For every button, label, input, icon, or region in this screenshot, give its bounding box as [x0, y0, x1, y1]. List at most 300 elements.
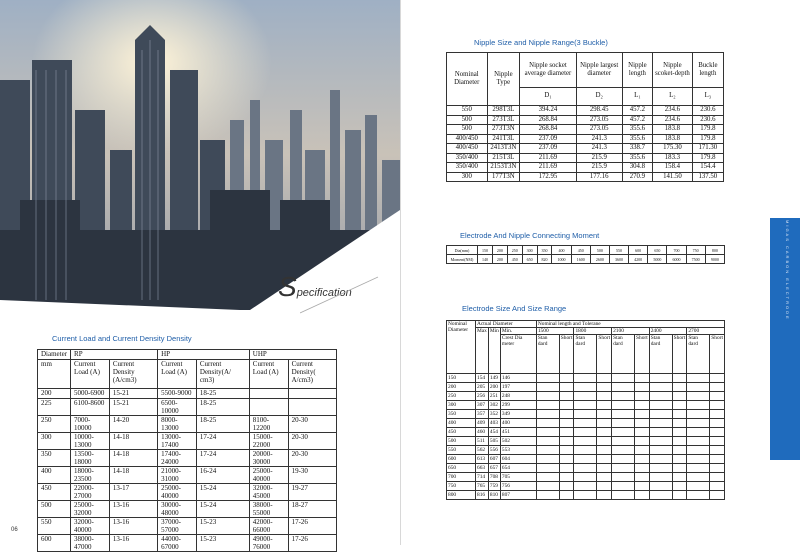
empty-cell: [649, 401, 672, 410]
table-cell: 15-23: [196, 535, 249, 552]
empty-cell: [649, 392, 672, 401]
empty-cell: [574, 455, 597, 464]
table-row: [447, 482, 725, 491]
table-cell: 179.8: [692, 153, 723, 163]
table-cell: 17-26: [288, 535, 336, 552]
table-row: [38, 484, 337, 501]
table-cell: 457.2: [622, 115, 652, 125]
empty-cell: [574, 446, 597, 455]
empty-cell: [687, 374, 710, 383]
table-row: [447, 419, 725, 428]
empty-cell: [559, 419, 574, 428]
empty-cell: [710, 410, 725, 419]
table-cell: 3600: [609, 255, 628, 264]
table-cell: 273T3N: [487, 125, 520, 135]
table-cell: 237.09: [520, 144, 577, 154]
empty-cell: [672, 374, 687, 383]
empty-cell: [574, 419, 597, 428]
table-cell: 9000: [705, 255, 724, 264]
empty-cell: [597, 374, 612, 383]
table-cell: 600: [629, 246, 648, 255]
empty-cell: [635, 419, 650, 428]
empty-cell: [559, 410, 574, 419]
table-cell: 400: [500, 419, 536, 428]
table-cell: 750: [686, 246, 705, 255]
empty-cell: [672, 401, 687, 410]
table-cell: 234.6: [653, 115, 693, 125]
table-cell: Current Load (A): [158, 360, 197, 389]
empty-cell: [687, 383, 710, 392]
table-cell: 714: [476, 473, 489, 482]
table-cell: 556: [488, 446, 500, 455]
empty-cell: [559, 392, 574, 401]
table-cell: 251: [488, 392, 500, 401]
empty-cell: [574, 383, 597, 392]
empty-cell: [672, 410, 687, 419]
table-cell: 394.24: [520, 106, 577, 116]
empty-cell: [672, 383, 687, 392]
table-cell: 15-21: [109, 399, 157, 416]
empty-cell: [597, 392, 612, 401]
table-cell: 18000-23500: [71, 467, 110, 484]
table-row: [447, 125, 724, 135]
table-cell: 350/400: [447, 163, 488, 173]
table-cell: 450: [447, 428, 476, 437]
empty-cell: [612, 428, 635, 437]
table-cell: 268.84: [520, 115, 577, 125]
table-cell: 141.50: [653, 172, 693, 182]
table-row: [447, 144, 724, 154]
table-cell: 18-25: [196, 416, 249, 433]
table-cell: Stan dard: [649, 335, 672, 374]
empty-cell: [687, 410, 710, 419]
empty-cell: [710, 455, 725, 464]
empty-cell: [536, 455, 559, 464]
table-cell: 215.9: [576, 163, 622, 173]
table-cell: [288, 389, 336, 399]
table-cell: 759: [488, 482, 500, 491]
table-cell: 197: [500, 383, 536, 392]
empty-cell: [672, 482, 687, 491]
table-row: [447, 401, 725, 410]
table-cell: 400: [552, 246, 571, 255]
empty-cell: [710, 464, 725, 473]
table-cell: 183.3: [653, 153, 693, 163]
table-cell: 230.6: [692, 106, 723, 116]
table-cell: Short: [635, 335, 650, 374]
empty-cell: [574, 482, 597, 491]
empty-cell: [536, 374, 559, 383]
table-cell: 700: [667, 246, 686, 255]
table-cell: 765: [476, 482, 489, 491]
moment-table-title: Electrode And Nipple Connecting Moment: [460, 231, 600, 240]
empty-cell: [710, 446, 725, 455]
empty-cell: [672, 455, 687, 464]
table-cell: Crest Dia meter: [500, 335, 536, 374]
table-cell: 705: [500, 473, 536, 482]
table-cell: 654: [500, 464, 536, 473]
empty-cell: [612, 446, 635, 455]
table-cell: 500: [38, 501, 71, 518]
table-cell: Min: [488, 328, 500, 374]
table-cell: 15-24: [196, 484, 249, 501]
table-row: [38, 518, 337, 535]
empty-cell: [635, 473, 650, 482]
table-cell: 150: [478, 246, 493, 255]
table-cell: 15000-22000: [249, 433, 288, 450]
empty-cell: [687, 473, 710, 482]
empty-cell: [710, 482, 725, 491]
table-cell: 13-16: [109, 501, 157, 518]
table-cell: Stan dard: [687, 335, 710, 374]
table-cell: 1800: [574, 328, 612, 335]
table-row: [38, 467, 337, 484]
table-row: [447, 410, 725, 419]
empty-cell: [710, 437, 725, 446]
table-cell: 650: [447, 464, 476, 473]
empty-cell: [635, 491, 650, 500]
table-cell: 450: [38, 484, 71, 501]
table-cell: 349: [500, 410, 536, 419]
empty-cell: [536, 482, 559, 491]
table-cell: 49000-76000: [249, 535, 288, 552]
table-cell: 6000: [667, 255, 686, 264]
table-cell: 304.8: [622, 163, 652, 173]
table-cell: 230.6: [692, 115, 723, 125]
table-cell: 550: [447, 106, 488, 116]
empty-cell: [635, 374, 650, 383]
table-cell: HP: [158, 350, 250, 360]
table-cell: 300: [522, 246, 537, 255]
table-cell: 250: [38, 416, 71, 433]
table-row: [38, 433, 337, 450]
table-cell: Max: [476, 328, 489, 374]
table-cell: 183.8: [653, 134, 693, 144]
empty-cell: [687, 419, 710, 428]
table-cell: 18-25: [196, 389, 249, 399]
table-cell: 307: [476, 401, 489, 410]
table-cell: [249, 399, 288, 416]
table-cell: 400/450: [447, 144, 488, 154]
empty-cell: [559, 473, 574, 482]
table-cell: [249, 389, 288, 399]
table-cell: 211.69: [520, 153, 577, 163]
empty-cell: [687, 428, 710, 437]
empty-cell: [574, 428, 597, 437]
table-row: [447, 437, 725, 446]
empty-cell: [635, 392, 650, 401]
table-cell: 299: [500, 401, 536, 410]
table-cell: Nipple Type: [487, 53, 520, 106]
table-cell: 7000-10000: [71, 416, 110, 433]
empty-cell: [559, 428, 574, 437]
table-cell: 450: [571, 246, 590, 255]
table-cell: 15-21: [109, 389, 157, 399]
table-cell: 17-24: [196, 450, 249, 467]
table-row: [38, 360, 337, 389]
empty-cell: [536, 446, 559, 455]
nipple-table-title: Nipple Size and Nipple Range(3 Buckle): [474, 38, 608, 47]
table-cell: Current Density( A/cm3): [288, 360, 336, 389]
table-cell: Stan dard: [612, 335, 635, 374]
empty-cell: [612, 464, 635, 473]
empty-cell: [597, 410, 612, 419]
empty-cell: [649, 482, 672, 491]
table-cell: L₂: [653, 87, 693, 105]
empty-cell: [649, 464, 672, 473]
table-row: [447, 246, 725, 255]
empty-cell: [710, 419, 725, 428]
empty-cell: [649, 446, 672, 455]
empty-cell: [559, 437, 574, 446]
empty-cell: [536, 428, 559, 437]
table-cell: 21000-31000: [158, 467, 197, 484]
empty-cell: [597, 482, 612, 491]
table-cell: Stan dard: [536, 335, 559, 374]
table-row: [447, 115, 724, 125]
table-cell: 234.6: [653, 106, 693, 116]
table-cell: 19-30: [288, 467, 336, 484]
table-cell: 807: [500, 491, 536, 500]
table-row: [447, 464, 725, 473]
empty-cell: [597, 473, 612, 482]
empty-cell: [672, 473, 687, 482]
table-cell: 32000-40000: [71, 518, 110, 535]
table-cell: 17-24: [196, 433, 249, 450]
empty-cell: [635, 446, 650, 455]
empty-cell: [672, 491, 687, 500]
current-table-title: Current Load and Current Density Density: [52, 334, 192, 343]
table-cell: Current Load (A): [71, 360, 110, 389]
empty-cell: [612, 401, 635, 410]
table-cell: 355.6: [622, 134, 652, 144]
table-cell: Current Load (A): [249, 360, 288, 389]
table-cell: 146: [500, 374, 536, 383]
table-cell: Nominal Diameter: [447, 321, 476, 374]
table-cell: 8000-13000: [158, 416, 197, 433]
table-cell: 550: [38, 518, 71, 535]
table-cell: 137.50: [692, 172, 723, 182]
table-cell: 140: [478, 255, 493, 264]
table-cell: 17-26: [288, 518, 336, 535]
table-cell: 4200: [629, 255, 648, 264]
empty-cell: [649, 428, 672, 437]
table-cell: 18-27: [288, 501, 336, 518]
empty-cell: [649, 473, 672, 482]
table-cell: D₂: [576, 87, 622, 105]
table-row: [447, 428, 725, 437]
empty-cell: [672, 419, 687, 428]
table-cell: 177.16: [576, 172, 622, 182]
table-cell: 5000: [648, 255, 667, 264]
table-cell: L₃: [692, 87, 723, 105]
table-row: [447, 172, 724, 182]
table-cell: 256: [476, 392, 489, 401]
table-row: [38, 399, 337, 416]
table-cell: 7500: [686, 255, 705, 264]
empty-cell: [536, 383, 559, 392]
table-cell: L₁: [622, 87, 652, 105]
table-cell: 179.8: [692, 134, 723, 144]
empty-cell: [649, 491, 672, 500]
specification-initial: S: [278, 271, 297, 302]
table-cell: 708: [488, 473, 500, 482]
table-row: [38, 350, 337, 360]
table-cell: 13-16: [109, 535, 157, 552]
empty-cell: [687, 392, 710, 401]
table-cell: RP: [71, 350, 158, 360]
table-cell: Current Density(A/ cm3): [196, 360, 249, 389]
table-cell: 700: [447, 473, 476, 482]
table-cell: 500: [447, 437, 476, 446]
table-row: [447, 53, 724, 88]
table-cell: 1500: [536, 328, 574, 335]
table-cell: 5500-9000: [158, 389, 197, 399]
table-cell: 200: [447, 383, 476, 392]
table-cell: 13500-18000: [71, 450, 110, 467]
empty-cell: [612, 473, 635, 482]
table-cell: 215T3L: [487, 153, 520, 163]
table-cell: UHP: [249, 350, 336, 360]
table-cell: 175.30: [653, 144, 693, 154]
table-cell: 650: [522, 255, 537, 264]
table-cell: Min.: [500, 328, 536, 335]
table-cell: 355.6: [622, 153, 652, 163]
table-cell: 607: [488, 455, 500, 464]
table-cell: 400: [447, 419, 476, 428]
table-cell: 1000: [552, 255, 571, 264]
empty-cell: [635, 383, 650, 392]
table-cell: 200: [488, 383, 500, 392]
empty-cell: [672, 464, 687, 473]
table-row: [447, 328, 725, 335]
empty-cell: [597, 491, 612, 500]
table-cell: 5000-6900: [71, 389, 110, 399]
table-row: [447, 455, 725, 464]
table-row: [38, 535, 337, 552]
table-cell: 350: [38, 450, 71, 467]
table-cell: 172.95: [520, 172, 577, 182]
table-cell: 13-16: [109, 518, 157, 535]
table-cell: 273.05: [576, 115, 622, 125]
empty-cell: [710, 473, 725, 482]
table-cell: 14-18: [109, 433, 157, 450]
table-cell: 613: [476, 455, 489, 464]
table-cell: 38000-55000: [249, 501, 288, 518]
empty-cell: [687, 482, 710, 491]
table-cell: 154.4: [692, 163, 723, 173]
table-cell: 403: [488, 419, 500, 428]
empty-cell: [710, 491, 725, 500]
empty-cell: [536, 491, 559, 500]
empty-cell: [597, 437, 612, 446]
specification-rest: pecification: [296, 287, 352, 299]
empty-cell: [536, 392, 559, 401]
table-cell: Nipple largest diameter: [576, 53, 622, 88]
table-cell: 241T3L: [487, 134, 520, 144]
table-cell: [288, 399, 336, 416]
table-cell: 16-24: [196, 467, 249, 484]
empty-cell: [574, 437, 597, 446]
table-cell: 15-24: [196, 501, 249, 518]
table-cell: 355.6: [622, 125, 652, 135]
empty-cell: [612, 419, 635, 428]
table-cell: 502: [500, 437, 536, 446]
empty-cell: [559, 446, 574, 455]
empty-cell: [687, 446, 710, 455]
table-cell: 149: [488, 374, 500, 383]
table-cell: 562: [476, 446, 489, 455]
table-row: [447, 163, 724, 173]
empty-cell: [672, 428, 687, 437]
table-cell: 42000-66000: [249, 518, 288, 535]
empty-cell: [597, 401, 612, 410]
empty-cell: [559, 482, 574, 491]
table-cell: 171.30: [692, 144, 723, 154]
table-cell: Buckle length: [692, 53, 723, 88]
table-cell: 200: [492, 255, 507, 264]
table-cell: 820: [537, 255, 552, 264]
table-cell: 25000-40000: [158, 484, 197, 501]
empty-cell: [612, 437, 635, 446]
table-cell: 250: [447, 392, 476, 401]
table-row: [38, 450, 337, 467]
table-cell: 756: [500, 482, 536, 491]
table-cell: 500: [590, 246, 609, 255]
table-cell: 2413T3N: [487, 144, 520, 154]
empty-cell: [687, 464, 710, 473]
table-cell: 20-30: [288, 416, 336, 433]
table-cell: 2700: [687, 328, 725, 335]
table-row: [447, 473, 725, 482]
empty-cell: [597, 446, 612, 455]
table-cell: Nominal Diameter: [447, 53, 488, 106]
empty-cell: [559, 374, 574, 383]
empty-cell: [612, 491, 635, 500]
empty-cell: [574, 410, 597, 419]
table-cell: 454: [488, 428, 500, 437]
empty-cell: [612, 374, 635, 383]
table-cell: 400/450: [447, 134, 488, 144]
table-cell: 338.7: [622, 144, 652, 154]
empty-cell: [536, 419, 559, 428]
moment-table: [446, 245, 725, 264]
table-cell: 179.8: [692, 125, 723, 135]
table-cell: 248: [500, 392, 536, 401]
table-cell: 550: [609, 246, 628, 255]
electrode-size-table: [446, 320, 725, 500]
table-cell: 650: [648, 246, 667, 255]
empty-cell: [612, 383, 635, 392]
empty-cell: [574, 464, 597, 473]
table-cell: 657: [488, 464, 500, 473]
size-table-title: Electrode Size And Size Range: [462, 304, 567, 313]
table-cell: Actual Diameter: [476, 321, 537, 328]
table-cell: 150: [447, 374, 476, 383]
page-number: 06: [11, 527, 18, 533]
nipple-size-table: [446, 52, 724, 182]
table-cell: 241.3: [576, 134, 622, 144]
table-cell: 460: [476, 428, 489, 437]
table-cell: 158.4: [653, 163, 693, 173]
table-cell: 600: [447, 455, 476, 464]
empty-cell: [559, 401, 574, 410]
table-row: [38, 389, 337, 399]
table-cell: 298.45: [576, 106, 622, 116]
table-cell: 273.05: [576, 125, 622, 135]
empty-cell: [597, 428, 612, 437]
empty-cell: [536, 464, 559, 473]
